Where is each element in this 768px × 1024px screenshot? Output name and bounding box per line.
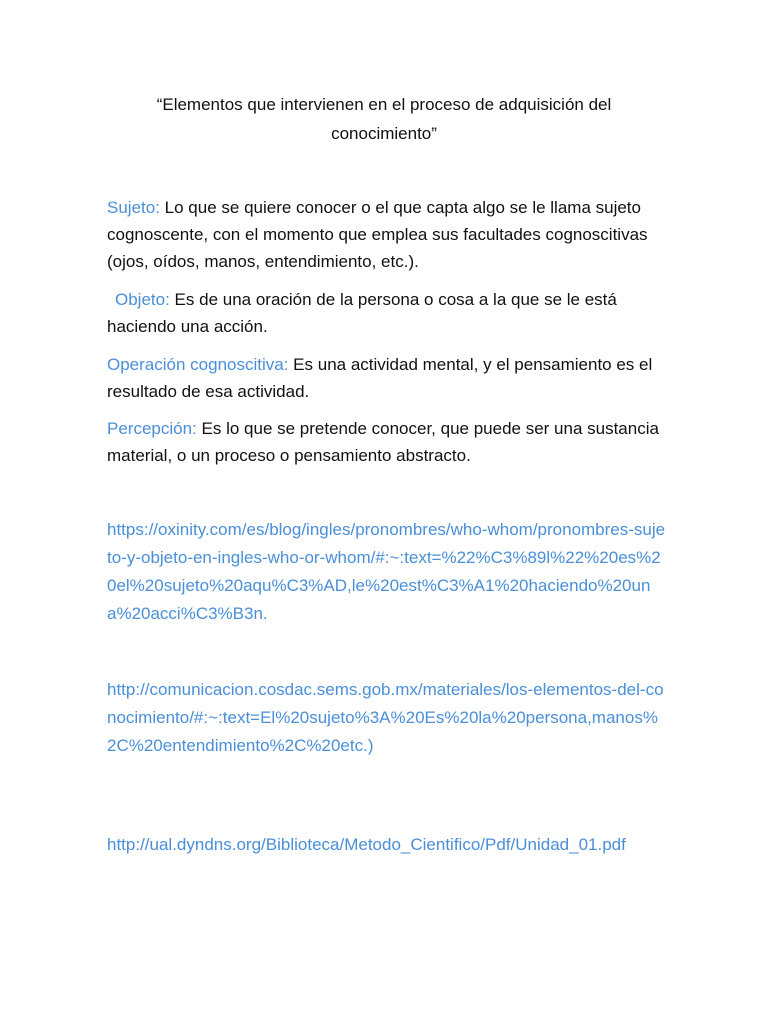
reference-link-cosdac[interactable]: http://comunicacion.cosdac.sems.gob.mx/materiales/los-elementos-del-conocimiento/#:~:text=El%20sujeto%3A%20Es%20la%20persona,manos%2C%20entendimiento%2C%20etc.)	[107, 680, 664, 755]
definition-text: Lo que se quiere conocer o el que capta algo se le llama sujeto cognoscente, con el momento que emplea sus facultades cognoscitivas (ojos, oídos, manos, entendimiento, etc.).	[107, 198, 648, 271]
reference-link-oxinity[interactable]: https://oxinity.com/es/blog/ingles/pronombres/who-whom/pronombres-sujeto-y-objeto-en-ingles-who-or-whom/#:~:text=%22%C3%89l%22%20es%20el%20sujeto%20aqu%C3%AD,le%20est%C3%A1%20haciendo%20una%20acci%C3%B3n.	[107, 520, 666, 623]
definition-percepcion	[107, 415, 667, 469]
term-label: Sujeto:	[107, 198, 160, 217]
definition-text: Es lo que se pretende conocer, que puede ser una sustancia material, o un proceso o pensamiento abstracto.	[107, 419, 659, 465]
definition-operacion	[107, 351, 667, 405]
term-label: Percepción:	[107, 419, 197, 438]
term-label: Operación cognoscitiva:	[107, 355, 289, 374]
definition-text: Es una actividad mental, y el pensamiento es el resultado de esa actividad.	[107, 355, 653, 401]
term-label: Objeto:	[115, 290, 170, 309]
definition-sujeto	[107, 194, 667, 275]
definition-objeto	[107, 286, 667, 340]
definition-text: Es de una oración de la persona o cosa a la que se le está haciendo una acción.	[107, 290, 617, 336]
document-title: “Elementos que intervienen en el proceso de adquisición del conocimiento”	[156, 95, 612, 143]
reference-link-ual[interactable]: http://ual.dyndns.org/Biblioteca/Metodo_Cientifico/Pdf/Unidad_01.pdf	[107, 835, 626, 854]
